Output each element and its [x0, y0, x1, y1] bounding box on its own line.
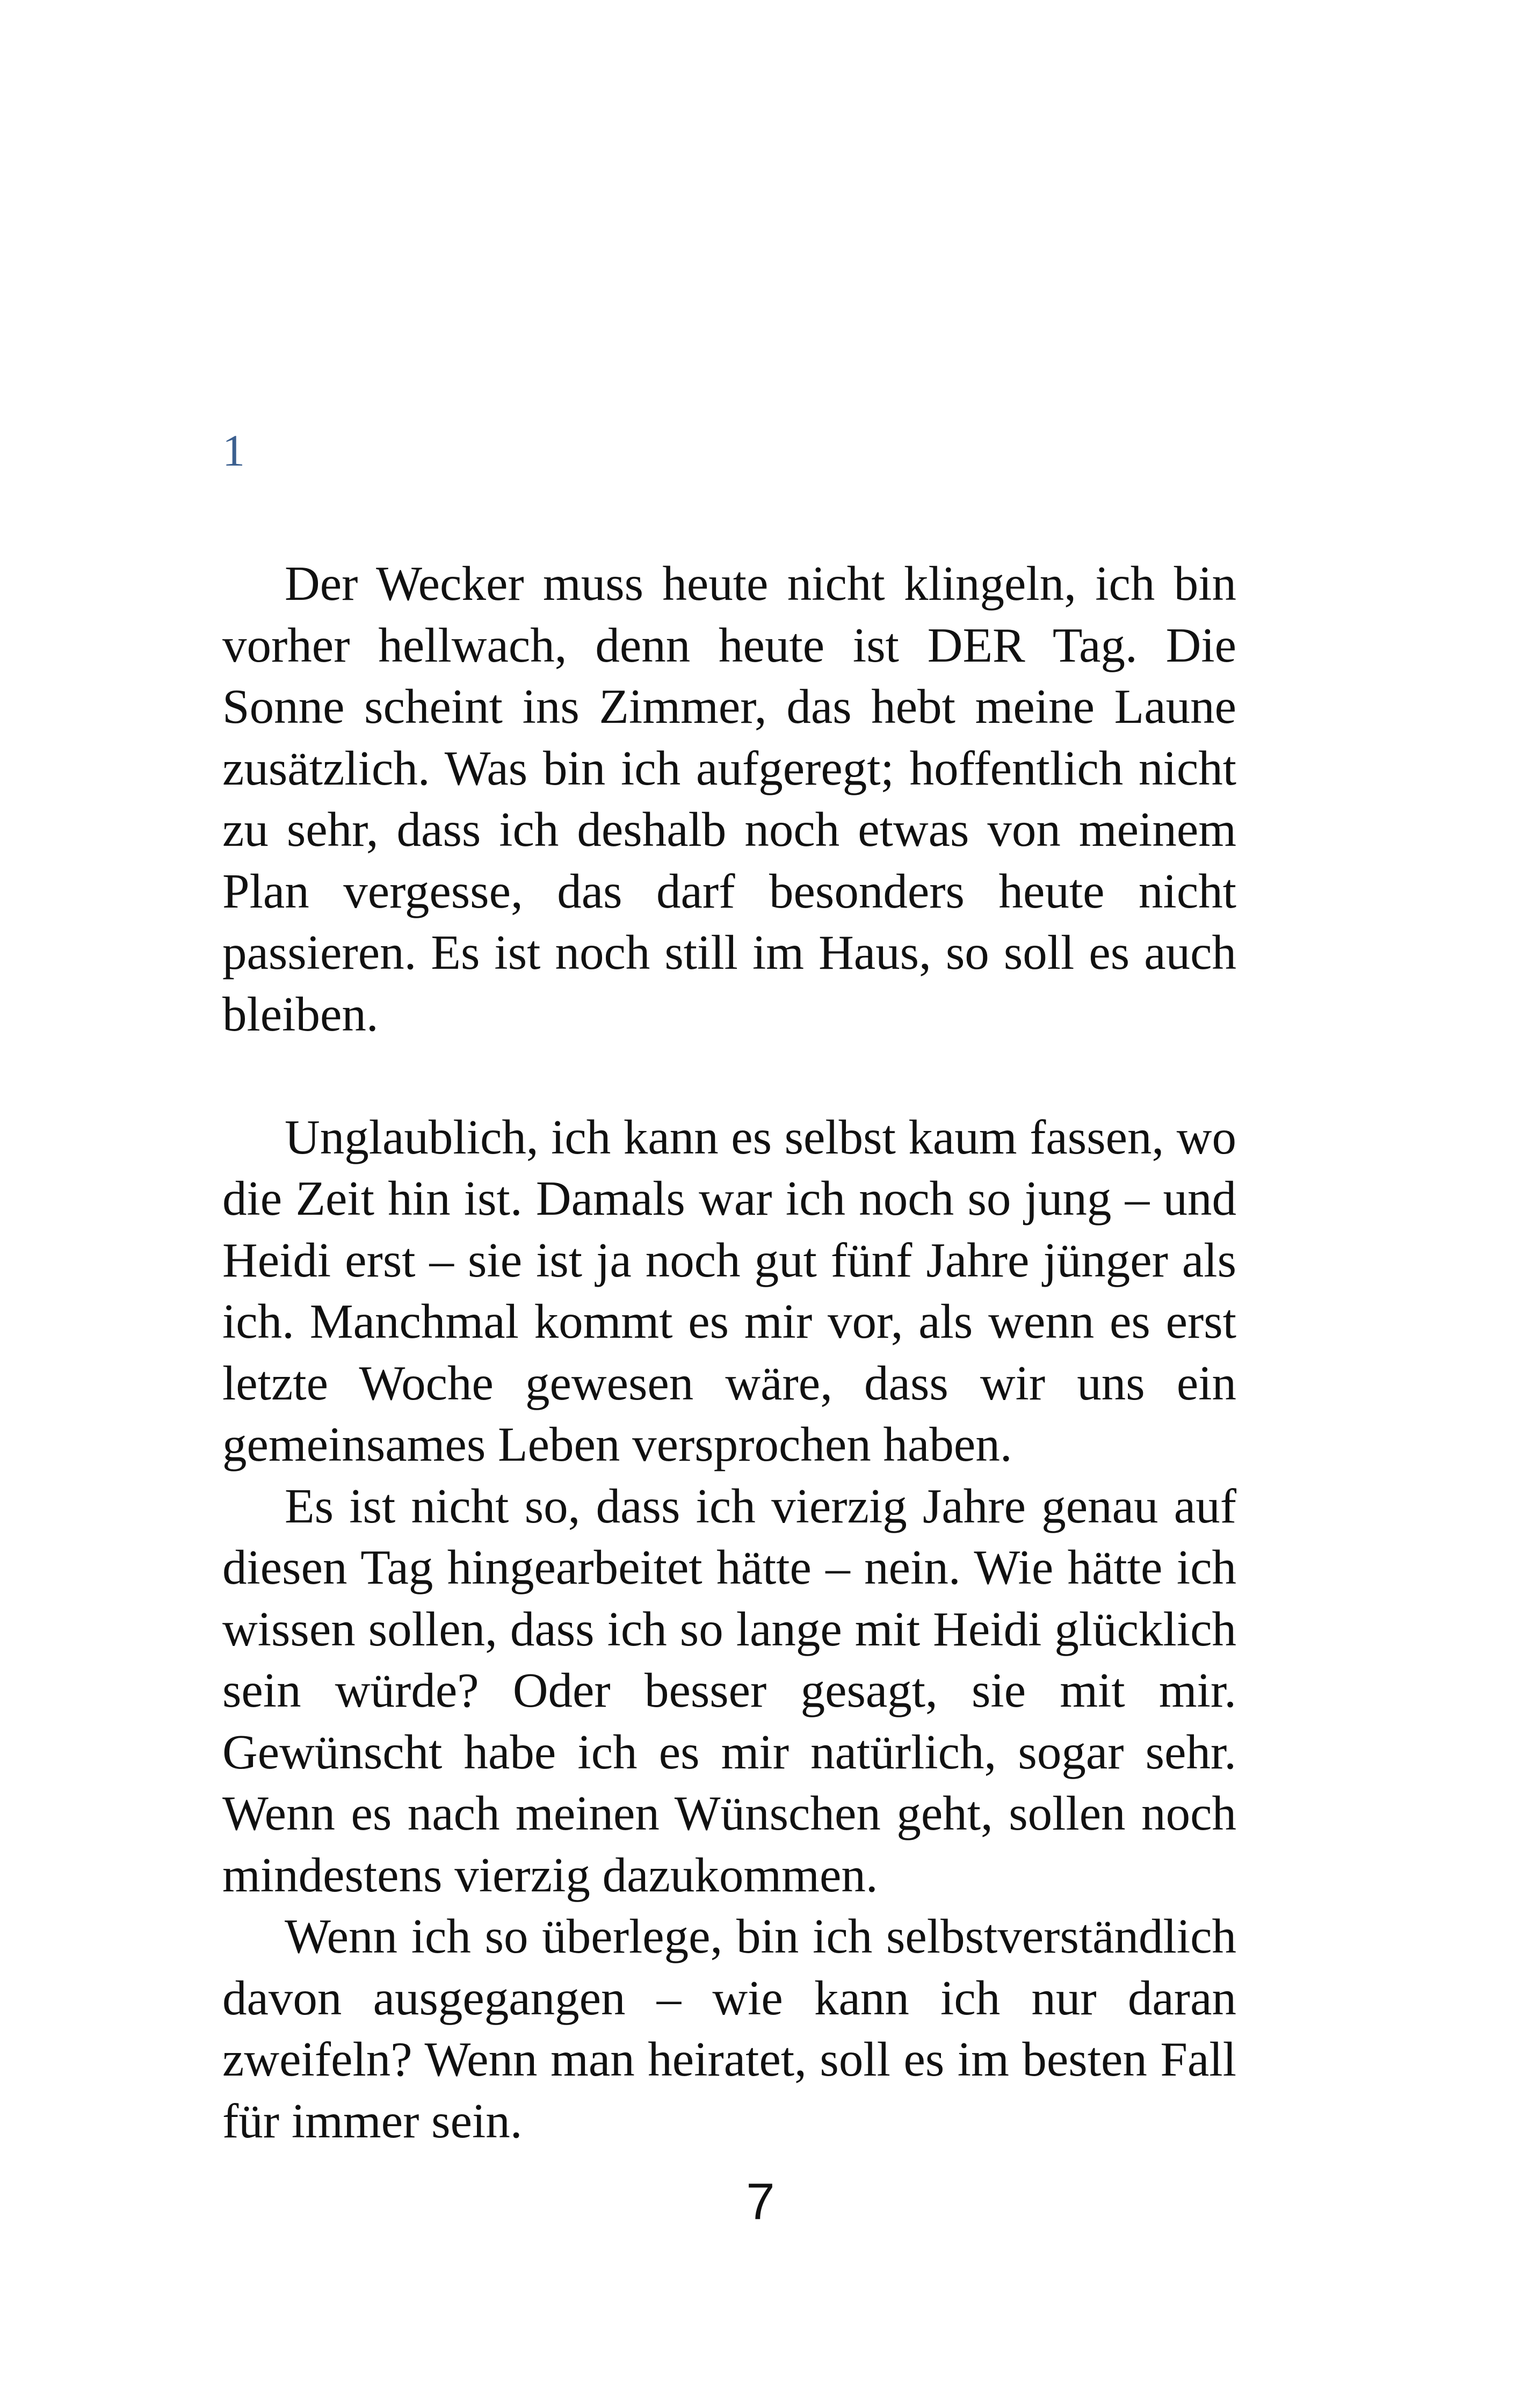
page-number: 7 — [746, 2173, 775, 2230]
chapter-body — [222, 553, 1236, 2152]
paragraph-2: Unglaublich, ich kann es selbst kaum fassen, wo die Zeit hin ist. Damals war ich noch so jung – und Heidi erst – sie ist ja noch gut fünf Jahre jünger als ich. Manchmal kommt es mir vor, als wenn es erst letzte Woche gewesen wäre, dass wir uns ein gemeinsames Leben versprochen haben. — [222, 1109, 1236, 1471]
paragraph-3: Es ist nicht so, dass ich vierzig Jahre genau auf diesen Tag hingearbeitet hätte – nein. Wie hätte ich wissen sollen, dass ich so lange mit Heidi glücklich sein würde? Oder besser gesagt, sie mit mir. Gewünscht habe ich es mir natürlich, sogar sehr. Wenn es nach meinen Wünschen geht, sollen noch mindestens vierzig dazukommen. — [222, 1478, 1236, 1902]
paragraph-1: Der Wecker muss heute nicht klingeln, ich bin vorher hellwach, denn heute ist DER Tag. Die Sonne scheint ins Zimmer, das hebt meine Laune zusätzlich. Was bin ich aufgeregt; hoffentlich nicht zu sehr, dass ich deshalb noch etwas von meinem Plan vergesse, das darf besonders heute nicht passieren. Es ist noch still im Haus, so soll es auch bleiben. — [222, 556, 1236, 1041]
paragraph-4: Wenn ich so überlege, bin ich selbstverständlich davon ausgegangen – wie kann ich nur daran zweifeln? Wenn man heiratet, soll es im besten Fall für immer sein. — [222, 1909, 1236, 2148]
chapter-number: 1 — [222, 426, 245, 476]
